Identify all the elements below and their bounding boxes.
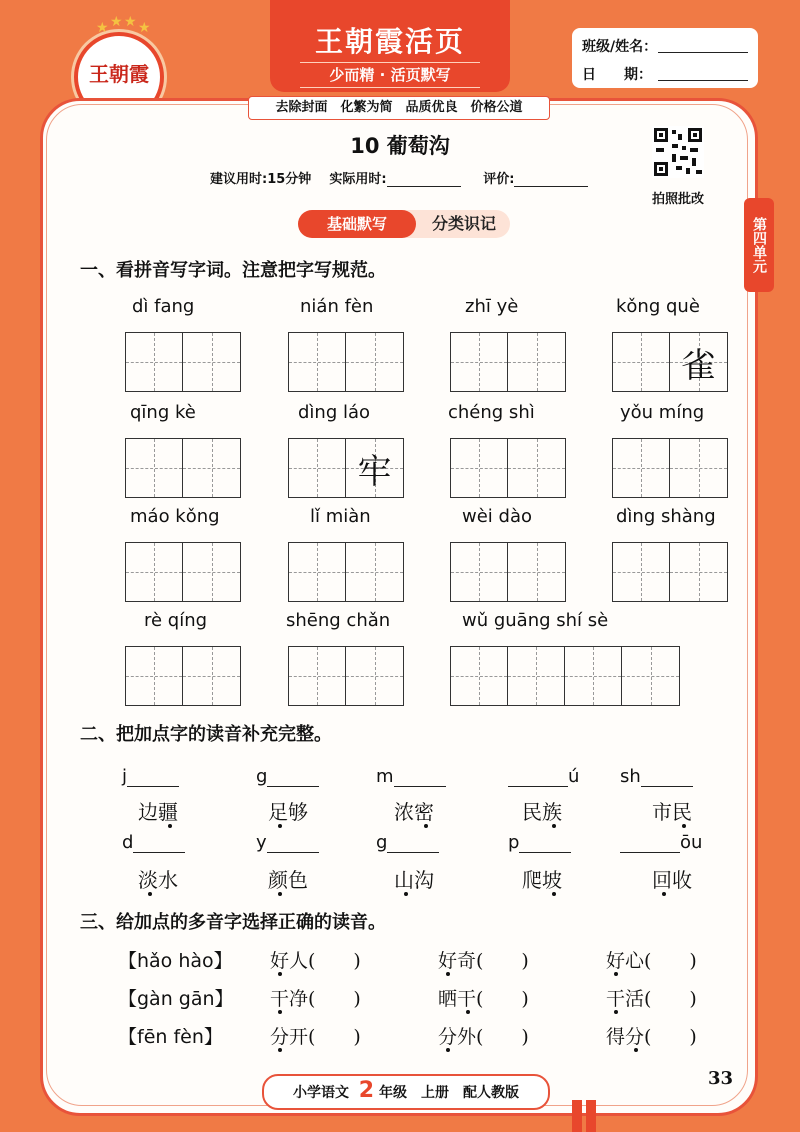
q2-pinyin-blank[interactable] <box>620 832 702 853</box>
q1-cell-char <box>565 647 621 705</box>
unit-tab: 第四单元 <box>744 198 774 292</box>
date-label: 日 期： <box>582 67 652 83</box>
q2-answer-line[interactable] <box>508 770 568 787</box>
q1-cell-char <box>183 647 240 705</box>
emphasis-dot <box>278 972 282 976</box>
evaluation-field[interactable] <box>514 186 588 187</box>
q3-pronunciation-options: 【gàn gān】 <box>118 988 234 1010</box>
q1-pinyin: rè qíng <box>144 610 208 631</box>
q2-answer-line[interactable] <box>641 770 693 787</box>
q1-writing-cell[interactable] <box>126 333 183 391</box>
q1-writing-cell[interactable] <box>451 333 508 391</box>
page-number: 33 <box>708 1068 734 1089</box>
q1-writing-grid <box>612 542 728 602</box>
q2-prefix: y <box>256 832 267 853</box>
star-icon: ★ <box>110 14 123 30</box>
q1-pinyin: dìng shàng <box>616 506 716 527</box>
q1-writing-cell[interactable] <box>346 647 403 705</box>
q2-answer-line[interactable] <box>620 836 680 853</box>
q2-answer-line[interactable] <box>267 770 319 787</box>
q2-prefix: d <box>122 832 134 853</box>
q2-prefix: g <box>376 832 388 853</box>
q1-pinyin: nián fèn <box>300 296 374 317</box>
emphasis-dot <box>446 1048 450 1052</box>
emphasis-dot <box>552 824 556 828</box>
q2-answer-line[interactable] <box>387 836 439 853</box>
emphasis-dot <box>404 892 408 896</box>
footer-subject: 小学语文 <box>293 1085 350 1101</box>
q1-writing-cell[interactable] <box>289 647 346 705</box>
q1-writing-cell[interactable] <box>508 333 565 391</box>
lesson-title: 10 葡萄沟 <box>350 134 450 158</box>
q2-prefix: sh <box>620 766 641 787</box>
q1-writing-cell[interactable] <box>183 647 240 705</box>
q3-word-choice[interactable]: 晒干( ) <box>438 988 529 1010</box>
q2-answer-line[interactable] <box>394 770 446 787</box>
q1-cell-char <box>451 333 507 391</box>
q2-answer-line[interactable] <box>127 770 179 787</box>
q1-cell-char <box>613 333 669 391</box>
q3-word-choice[interactable]: 干净( ) <box>270 988 361 1010</box>
q3-word-choice[interactable]: 好奇( ) <box>438 950 529 972</box>
q1-writing-cell[interactable] <box>613 333 670 391</box>
q1-pinyin: chéng shì <box>448 402 535 423</box>
q3-word-choice[interactable]: 分开( ) <box>270 1026 361 1048</box>
emphasis-dot <box>278 1048 282 1052</box>
q3-pronunciation-options: 【hǎo hào】 <box>118 950 233 972</box>
actual-time-field[interactable] <box>387 186 461 187</box>
q2-pinyin-blank[interactable] <box>508 766 579 787</box>
q2-prefix: j <box>122 766 128 787</box>
q2-word: 边疆 <box>138 800 178 824</box>
q3-word-choice[interactable]: 好心( ) <box>606 950 697 972</box>
star-icon: ★ <box>124 14 137 30</box>
q1-writing-grid <box>612 332 728 392</box>
q1-writing-grid <box>288 332 404 392</box>
emphasis-dot <box>466 1010 470 1014</box>
q1-writing-cell[interactable] <box>346 543 403 601</box>
q1-cell-char <box>289 333 345 391</box>
q1-cell-char <box>508 439 565 497</box>
q1-cell-char <box>126 543 182 601</box>
q1-writing-cell[interactable] <box>508 647 565 705</box>
q2-word: 浓密 <box>394 800 434 824</box>
q2-word: 山沟 <box>394 868 434 892</box>
q1-pinyin: shēng chǎn <box>286 610 391 631</box>
q1-cell-char <box>508 647 564 705</box>
q1-writing-grid <box>288 438 404 498</box>
student-info-box <box>572 28 758 88</box>
q1-cell-char <box>346 647 403 705</box>
q1-writing-cell[interactable] <box>289 333 346 391</box>
q1-pinyin: qīng kè <box>130 402 196 423</box>
q1-cell-char <box>183 333 240 391</box>
q1-writing-grid <box>612 438 728 498</box>
q2-pinyin-blank[interactable] <box>620 766 693 787</box>
q1-writing-cell[interactable] <box>613 439 670 497</box>
q3-word-choice[interactable]: 干活( ) <box>606 988 697 1010</box>
q1-cell-char <box>451 543 507 601</box>
emphasis-dot <box>446 972 450 976</box>
q2-pinyin-blank[interactable] <box>508 832 571 853</box>
q1-cell-char <box>613 439 669 497</box>
q2-title: 二、把加点字的读音补充完整。 <box>80 724 332 745</box>
q1-cell-char <box>670 543 727 601</box>
footer-grade-number: 2 <box>358 1078 375 1103</box>
q1-writing-cell[interactable] <box>451 439 508 497</box>
q1-writing-grid <box>125 332 241 392</box>
actual-time-label: 实际用时: <box>329 172 387 187</box>
q3-pronunciation-options: 【fēn fèn】 <box>118 1026 223 1048</box>
q1-pinyin: yǒu míng <box>620 402 705 423</box>
q1-writing-cell[interactable] <box>670 333 727 391</box>
q3-word-choice[interactable]: 好人( ) <box>270 950 361 972</box>
q1-writing-cell[interactable] <box>346 333 403 391</box>
q2-pinyin-blank[interactable] <box>122 832 185 853</box>
brand-title: 王朝霞活页 <box>314 25 465 58</box>
q3-title: 三、给加点的多音字选择正确的读音。 <box>80 912 386 933</box>
q1-pinyin: wǔ guāng shí sè <box>462 610 609 631</box>
q1-writing-cell[interactable] <box>565 647 622 705</box>
q2-pinyin-blank[interactable] <box>256 832 319 853</box>
q1-writing-grid <box>450 542 566 602</box>
q1-writing-grid <box>288 542 404 602</box>
emphasis-dot <box>614 972 618 976</box>
emphasis-dot <box>278 1010 282 1014</box>
q1-writing-grid <box>125 438 241 498</box>
section-tag-category: 分类识记 <box>431 214 496 233</box>
emphasis-dot <box>552 892 556 896</box>
q2-prefix: m <box>376 766 394 787</box>
q2-word: 爬坡 <box>522 868 562 892</box>
q2-prefix: p <box>508 832 520 853</box>
q1-writing-cell[interactable] <box>289 543 346 601</box>
q2-suffix: ú <box>568 766 580 787</box>
brand-subtitle: 少而精 · 活页默写 <box>300 62 480 88</box>
class-name-field[interactable] <box>658 52 748 53</box>
qr-label: 拍照批改 <box>651 192 704 207</box>
star-icon: ★ <box>138 20 151 36</box>
qr-code-icon[interactable] <box>652 126 704 178</box>
q1-writing-grid <box>288 646 404 706</box>
q2-suffix: ōu <box>680 832 703 853</box>
q2-pinyin-blank[interactable] <box>122 766 179 787</box>
q1-cell-char <box>451 647 507 705</box>
q2-pinyin-blank[interactable] <box>376 766 446 787</box>
slogan-bar: 去除封面 化繁为简 品质优良 价格公道 <box>248 96 550 120</box>
q1-writing-cell[interactable] <box>508 439 565 497</box>
q1-writing-cell[interactable] <box>183 543 240 601</box>
q1-cell-char <box>508 333 565 391</box>
q1-title: 一、看拼音写字词。注意把字写规范。 <box>80 260 386 281</box>
q1-writing-cell[interactable] <box>126 439 183 497</box>
class-name-label: 班级/姓名： <box>582 39 658 55</box>
time-line <box>210 168 588 187</box>
q2-answer-line[interactable] <box>519 836 571 853</box>
q1-writing-cell[interactable] <box>451 647 508 705</box>
q1-cell-char <box>126 333 182 391</box>
emphasis-dot <box>168 824 172 828</box>
emphasis-dot <box>634 1048 638 1052</box>
emphasis-dot <box>278 824 282 828</box>
q1-pinyin: máo kǒng <box>130 506 220 527</box>
footer-bar <box>262 1074 550 1110</box>
q2-pinyin-blank[interactable] <box>256 766 319 787</box>
q1-cell-char <box>670 439 727 497</box>
q1-pinyin: dìng láo <box>298 402 371 423</box>
q2-prefix: g <box>256 766 268 787</box>
q1-writing-grid <box>125 542 241 602</box>
ribbon-bookmark <box>572 1100 582 1132</box>
evaluation-label: 评价: <box>483 172 515 187</box>
q1-cell-char <box>289 647 345 705</box>
q1-writing-cell[interactable] <box>126 647 183 705</box>
q1-cell-char <box>622 647 679 705</box>
q1-cell-char <box>289 439 345 497</box>
q1-cell-char <box>183 543 240 601</box>
emphasis-dot <box>148 892 152 896</box>
emphasis-dot <box>682 824 686 828</box>
date-field[interactable] <box>658 80 748 81</box>
q1-cell-char <box>346 543 403 601</box>
q1-writing-cell[interactable] <box>670 543 727 601</box>
q1-cell-char <box>183 439 240 497</box>
q1-writing-cell[interactable] <box>126 543 183 601</box>
q2-word: 市民 <box>652 800 692 824</box>
logo-text: 王朝霞 <box>89 62 149 86</box>
q2-answer-line[interactable] <box>267 836 319 853</box>
q1-writing-cell[interactable] <box>613 543 670 601</box>
emphasis-dot <box>614 1010 618 1014</box>
q1-pinyin: dì fang <box>132 296 195 317</box>
q2-pinyin-blank[interactable] <box>376 832 439 853</box>
emphasis-dot <box>424 824 428 828</box>
q1-writing-grid <box>450 332 566 392</box>
q1-writing-cell[interactable] <box>346 439 403 497</box>
q1-writing-cell[interactable] <box>183 333 240 391</box>
q1-writing-cell[interactable] <box>622 647 679 705</box>
q1-pinyin: zhī yè <box>465 296 519 317</box>
q2-word: 民族 <box>522 800 562 824</box>
q1-cell-char <box>451 439 507 497</box>
q1-writing-cell[interactable] <box>451 543 508 601</box>
q2-word: 回收 <box>652 868 692 892</box>
q1-cell-char <box>346 333 403 391</box>
q1-cell-char <box>613 543 669 601</box>
q1-cell-char: 牢 <box>357 451 392 492</box>
q1-writing-grid <box>450 438 566 498</box>
q3-word-choice[interactable]: 得分( ) <box>606 1026 697 1048</box>
q2-word: 足够 <box>268 800 308 824</box>
suggested-time: 建议用时:15分钟 <box>210 172 312 187</box>
section-tag-basic: 基础默写 <box>298 210 416 238</box>
q1-writing-grid <box>450 646 680 706</box>
q2-word: 颜色 <box>268 868 308 892</box>
q1-pinyin: wèi dào <box>462 506 532 527</box>
q3-word-choice[interactable]: 分外( ) <box>438 1026 529 1048</box>
emphasis-dot <box>278 892 282 896</box>
q1-writing-grid <box>125 646 241 706</box>
q1-cell-char <box>508 543 565 601</box>
q1-writing-cell[interactable] <box>670 439 727 497</box>
star-icon: ★ <box>96 20 109 36</box>
q1-writing-cell[interactable] <box>183 439 240 497</box>
q2-answer-line[interactable] <box>133 836 185 853</box>
q1-cell-char <box>289 543 345 601</box>
q1-writing-cell[interactable] <box>508 543 565 601</box>
q1-cell-char <box>126 647 182 705</box>
q1-cell-char: 雀 <box>681 345 716 386</box>
q1-pinyin: lǐ miàn <box>310 506 371 527</box>
emphasis-dot <box>662 892 666 896</box>
q1-cell-char <box>126 439 182 497</box>
footer-grade-text: 年级 上册 配人教版 <box>378 1085 519 1101</box>
q1-writing-cell[interactable] <box>289 439 346 497</box>
ribbon-bookmark <box>586 1100 596 1132</box>
q1-pinyin: kǒng què <box>616 296 700 317</box>
q2-word: 淡水 <box>138 868 178 892</box>
